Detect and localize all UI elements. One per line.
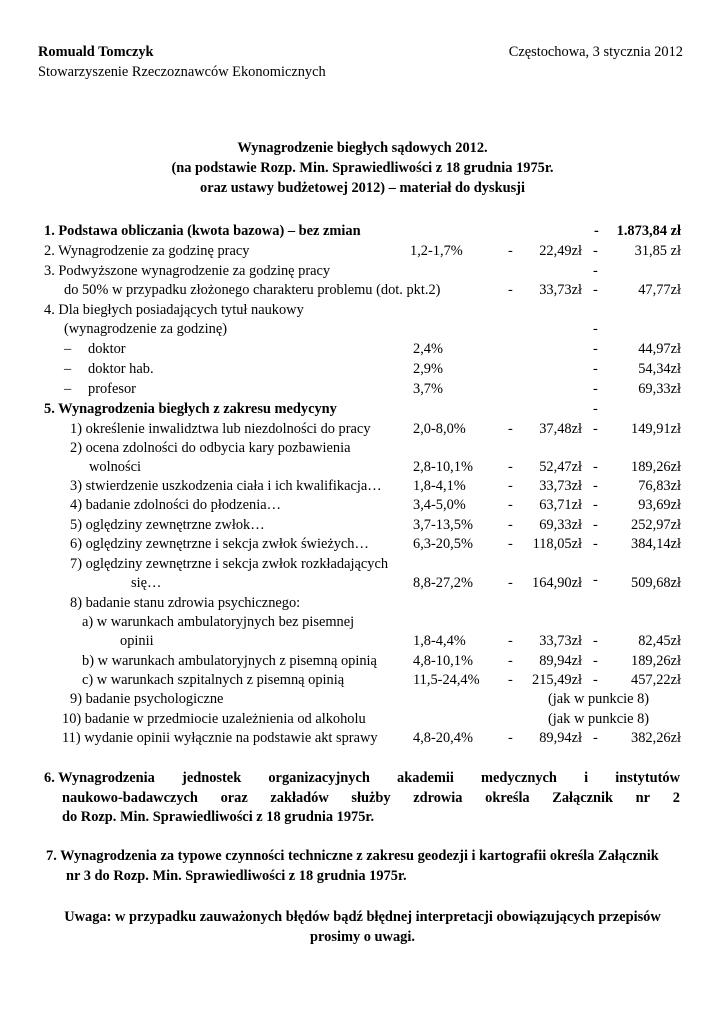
med-row-11-pct: 4,8-20,4% xyxy=(413,730,473,746)
section-6-word: 2 xyxy=(672,790,680,806)
med-row-8a-label-2: opinii xyxy=(120,633,154,649)
item-4-label-2: (wynagrodzenie za godzinę) xyxy=(64,321,228,337)
med-row-8c-pct: 11,5-24,4% xyxy=(413,672,480,688)
item-4-row-3-dash: - xyxy=(593,381,598,397)
section-6-word: oraz xyxy=(220,790,248,806)
med-row-7-pct: 8,8-27,2% xyxy=(413,575,473,591)
item-4-row-3-bullet: – xyxy=(64,381,72,397)
item-3-dash-top: - xyxy=(593,263,598,279)
item-4-row-3-pct: 3,7% xyxy=(413,381,443,397)
med-row-6-value: 384,14zł xyxy=(631,536,681,552)
med-row-7-amount: 164,90zł xyxy=(532,575,582,591)
title-line-2: (na podstawie Rozp. Min. Sprawiedliwości z 18 grudnia 1975r. xyxy=(171,160,554,176)
med-row-9-note: (jak w punkcie 8) xyxy=(548,691,650,707)
item-4-row-3-value: 69,33zł xyxy=(638,381,681,397)
organization-name: Stowarzyszenie Rzeczoznawców Ekonomicznych xyxy=(38,64,326,80)
item-2-dash: - xyxy=(508,243,513,259)
section-6-word: nr xyxy=(635,790,651,806)
item-4-row-2-dash: - xyxy=(593,361,598,377)
item-3-label-2: do 50% w przypadku złożonego charakteru problemu (dot. pkt.2) xyxy=(64,282,441,298)
med-row-1-amount: 37,48zł xyxy=(539,421,582,437)
section-6-word: określa xyxy=(485,790,530,806)
med-row-11-value: 382,26zł xyxy=(631,730,681,746)
med-row-8b-dash-2: - xyxy=(593,653,598,669)
item-4-row-2-pct: 2,9% xyxy=(413,361,443,377)
med-row-2-pct: 2,8-10,1% xyxy=(413,459,473,475)
item-3-amount: 33,73zł xyxy=(539,282,582,298)
section-6-line-2 xyxy=(62,788,680,808)
item-3-label: 3. Podwyższone wynagrodzenie za godzinę pracy xyxy=(44,263,331,279)
item-4-row-1-dash: - xyxy=(593,341,598,357)
med-row-3-amount: 33,73zł xyxy=(539,478,582,494)
med-row-7-value: 509,68zł xyxy=(631,575,681,591)
author-name: Romuald Tomczyk xyxy=(38,44,154,60)
med-row-8b-amount: 89,94zł xyxy=(539,653,582,669)
item-4-dash-top: - xyxy=(593,321,598,337)
item-5-label: 5. Wynagrodzenia biegłych z zakresu medycyny xyxy=(44,401,337,417)
med-row-6-amount: 118,05zł xyxy=(532,536,582,552)
section-6-word: akademii xyxy=(397,770,454,786)
med-row-1-pct: 2,0-8,0% xyxy=(413,421,466,437)
med-row-4-label: 4) badanie zdolności do płodzenia… xyxy=(70,497,281,513)
item-4-row-3-name: profesor xyxy=(88,381,136,397)
section-6-word: instytutów xyxy=(615,770,680,786)
med-row-4-value: 93,69zł xyxy=(638,497,681,513)
med-row-3-pct: 1,8-4,1% xyxy=(413,478,466,494)
section-6-word: naukowo-badawczych xyxy=(62,790,198,806)
med-row-8a-dash-2: - xyxy=(593,633,598,649)
item-2-dash-2: - xyxy=(593,243,598,259)
med-row-6-pct: 6,3-20,5% xyxy=(413,536,473,552)
med-row-7-dash: - xyxy=(508,575,513,591)
med-row-11-amount: 89,94zł xyxy=(539,730,582,746)
item-5-dash-top: - xyxy=(593,401,598,417)
med-row-2-amount: 52,47zł xyxy=(539,459,582,475)
section-6-line-3: do Rozp. Min. Sprawiedliwości z 18 grudnia 1975r. xyxy=(62,809,375,825)
med-row-5-amount: 69,33zł xyxy=(539,517,582,533)
item-1-dash: - xyxy=(594,223,599,239)
item-2-pct: 1,2-1,7% xyxy=(410,243,463,259)
med-row-2-dash: - xyxy=(508,459,513,475)
med-row-8c-dash-2: - xyxy=(593,672,598,688)
item-4-label: 4. Dla biegłych posiadających tytuł naukowy xyxy=(44,302,304,318)
med-row-4-pct: 3,4-5,0% xyxy=(413,497,466,513)
med-row-6-label: 6) oględziny zewnętrzne i sekcja zwłok świeżych… xyxy=(70,536,369,552)
item-4-row-2-value: 54,34zł xyxy=(638,361,681,377)
section-6-word: jednostek xyxy=(182,770,242,786)
item-4-row-2-bullet: – xyxy=(64,361,72,377)
med-row-1-dash: - xyxy=(508,421,513,437)
item-1-label: 1. Podstawa obliczania (kwota bazowa) – bez zmian xyxy=(44,223,361,239)
section-6-line-1 xyxy=(44,768,680,788)
med-row-8a-value: 82,45zł xyxy=(638,633,681,649)
item-1-value: 1.873,84 zł xyxy=(616,223,681,239)
med-row-4-dash-2: - xyxy=(593,497,598,513)
med-row-11-label: 11) wydanie opinii wyłącznie na podstawie akt sprawy xyxy=(62,730,378,746)
note-line-1: Uwaga: w przypadku zauważonych błędów bądź błędnej interpretacji obowiązujących przepisów xyxy=(64,909,661,925)
med-row-8b-value: 189,26zł xyxy=(631,653,681,669)
section-6-word: zdrowia xyxy=(413,790,463,806)
med-row-8a-dash: - xyxy=(508,633,513,649)
title-line-1: Wynagrodzenie biegłych sądowych 2012. xyxy=(237,140,488,156)
med-row-8c-value: 457,22zł xyxy=(631,672,681,688)
note-line-2: prosimy o uwagi. xyxy=(310,929,415,945)
section-6-word: służby xyxy=(351,790,391,806)
section-7-line-2: nr 3 do Rozp. Min. Sprawiedliwości z 18 grudnia 1975r. xyxy=(66,868,407,884)
med-row-8c-label: c) w warunkach szpitalnych z pisemną opinią xyxy=(82,672,345,688)
med-row-2-label-2: wolności xyxy=(89,459,141,475)
section-6-word: 6. Wynagrodzenia xyxy=(44,770,155,786)
med-row-7-label-2: się… xyxy=(131,575,162,591)
section-6-word: medycznych xyxy=(480,770,557,786)
med-row-5-dash-2: - xyxy=(593,517,598,533)
place-date: Częstochowa, 3 stycznia 2012 xyxy=(508,44,683,60)
med-row-8b-dash: - xyxy=(508,653,513,669)
med-row-1-label: 1) określenie inwalidztwa lub niezdolności do pracy xyxy=(70,421,371,437)
item-4-row-1-bullet: – xyxy=(64,341,72,357)
item-2-label: 2. Wynagrodzenie za godzinę pracy xyxy=(44,243,250,259)
section-6-word: i xyxy=(584,770,589,786)
section-6-word: Załącznik xyxy=(552,790,614,806)
med-row-8c-dash: - xyxy=(508,672,513,688)
item-3-value: 47,77zł xyxy=(638,282,681,298)
med-row-2-dash-2: - xyxy=(593,459,598,475)
med-row-2-value: 189,26zł xyxy=(631,459,681,475)
med-row-11-dash-2: - xyxy=(593,730,598,746)
med-row-6-dash: - xyxy=(508,536,513,552)
med-row-9-label: 9) badanie psychologiczne xyxy=(70,691,224,707)
item-2-value: 31,85 zł xyxy=(634,243,681,259)
med-row-5-value: 252,97zł xyxy=(631,517,681,533)
med-row-8a-label: a) w warunkach ambulatoryjnych bez pisemnej xyxy=(82,614,355,630)
med-row-8b-label: b) w warunkach ambulatoryjnych z pisemną opinią xyxy=(82,653,377,669)
med-row-3-value: 76,83zł xyxy=(638,478,681,494)
item-3-dash-2: - xyxy=(593,282,598,298)
med-row-5-pct: 3,7-13,5% xyxy=(413,517,473,533)
med-row-5-dash: - xyxy=(508,517,513,533)
med-row-8a-pct: 1,8-4,4% xyxy=(413,633,466,649)
med-row-3-dash: - xyxy=(508,478,513,494)
med-row-7-label: 7) oględziny zewnętrzne i sekcja zwłok rozkładających xyxy=(70,556,389,572)
med-row-3-label: 3) stwierdzenie uszkodzenia ciała i ich kwalifikacja… xyxy=(70,478,382,494)
item-4-row-1-value: 44,97zł xyxy=(638,341,681,357)
item-3-dash: - xyxy=(508,282,513,298)
med-row-10-note: (jak w punkcie 8) xyxy=(548,711,650,727)
item-4-row-1-name: doktor xyxy=(88,341,126,357)
med-row-1-dash-2: - xyxy=(593,421,598,437)
med-row-5-label: 5) oględziny zewnętrzne zwłok… xyxy=(70,517,265,533)
med-row-8c-amount: 215,49zł xyxy=(532,672,582,688)
med-row-4-dash: - xyxy=(508,497,513,513)
med-row-3-dash-2: - xyxy=(593,478,598,494)
item-2-amount: 22,49zł xyxy=(539,243,582,259)
item-4-row-2-name: doktor hab. xyxy=(88,361,154,377)
med-row-10-label: 10) badanie w przedmiocie uzależnienia od alkoholu xyxy=(62,711,366,727)
med-row-1-value: 149,91zł xyxy=(631,421,681,437)
section-7-line-1: 7. Wynagrodzenia za typowe czynności techniczne z zakresu geodezji i kartografii określa Załącznik xyxy=(46,848,659,864)
med-row-11-dash: - xyxy=(508,730,513,746)
item-4-row-1-pct: 2,4% xyxy=(413,341,443,357)
med-row-8b-pct: 4,8-10,1% xyxy=(413,653,473,669)
med-row-8-label: 8) badanie stanu zdrowia psychicznego: xyxy=(70,595,301,611)
med-row-7-dash-2: - xyxy=(593,572,598,588)
med-row-8a-amount: 33,73zł xyxy=(539,633,582,649)
med-row-6-dash-2: - xyxy=(593,536,598,552)
section-6-word: organizacyjnych xyxy=(268,770,370,786)
title-line-3: oraz ustawy budżetowej 2012) – materiał do dyskusji xyxy=(200,180,525,196)
med-row-4-amount: 63,71zł xyxy=(539,497,582,513)
section-6-word: zakładów xyxy=(270,790,329,806)
med-row-2-label: 2) ocena zdolności do odbycia kary pozbawienia xyxy=(70,440,351,456)
